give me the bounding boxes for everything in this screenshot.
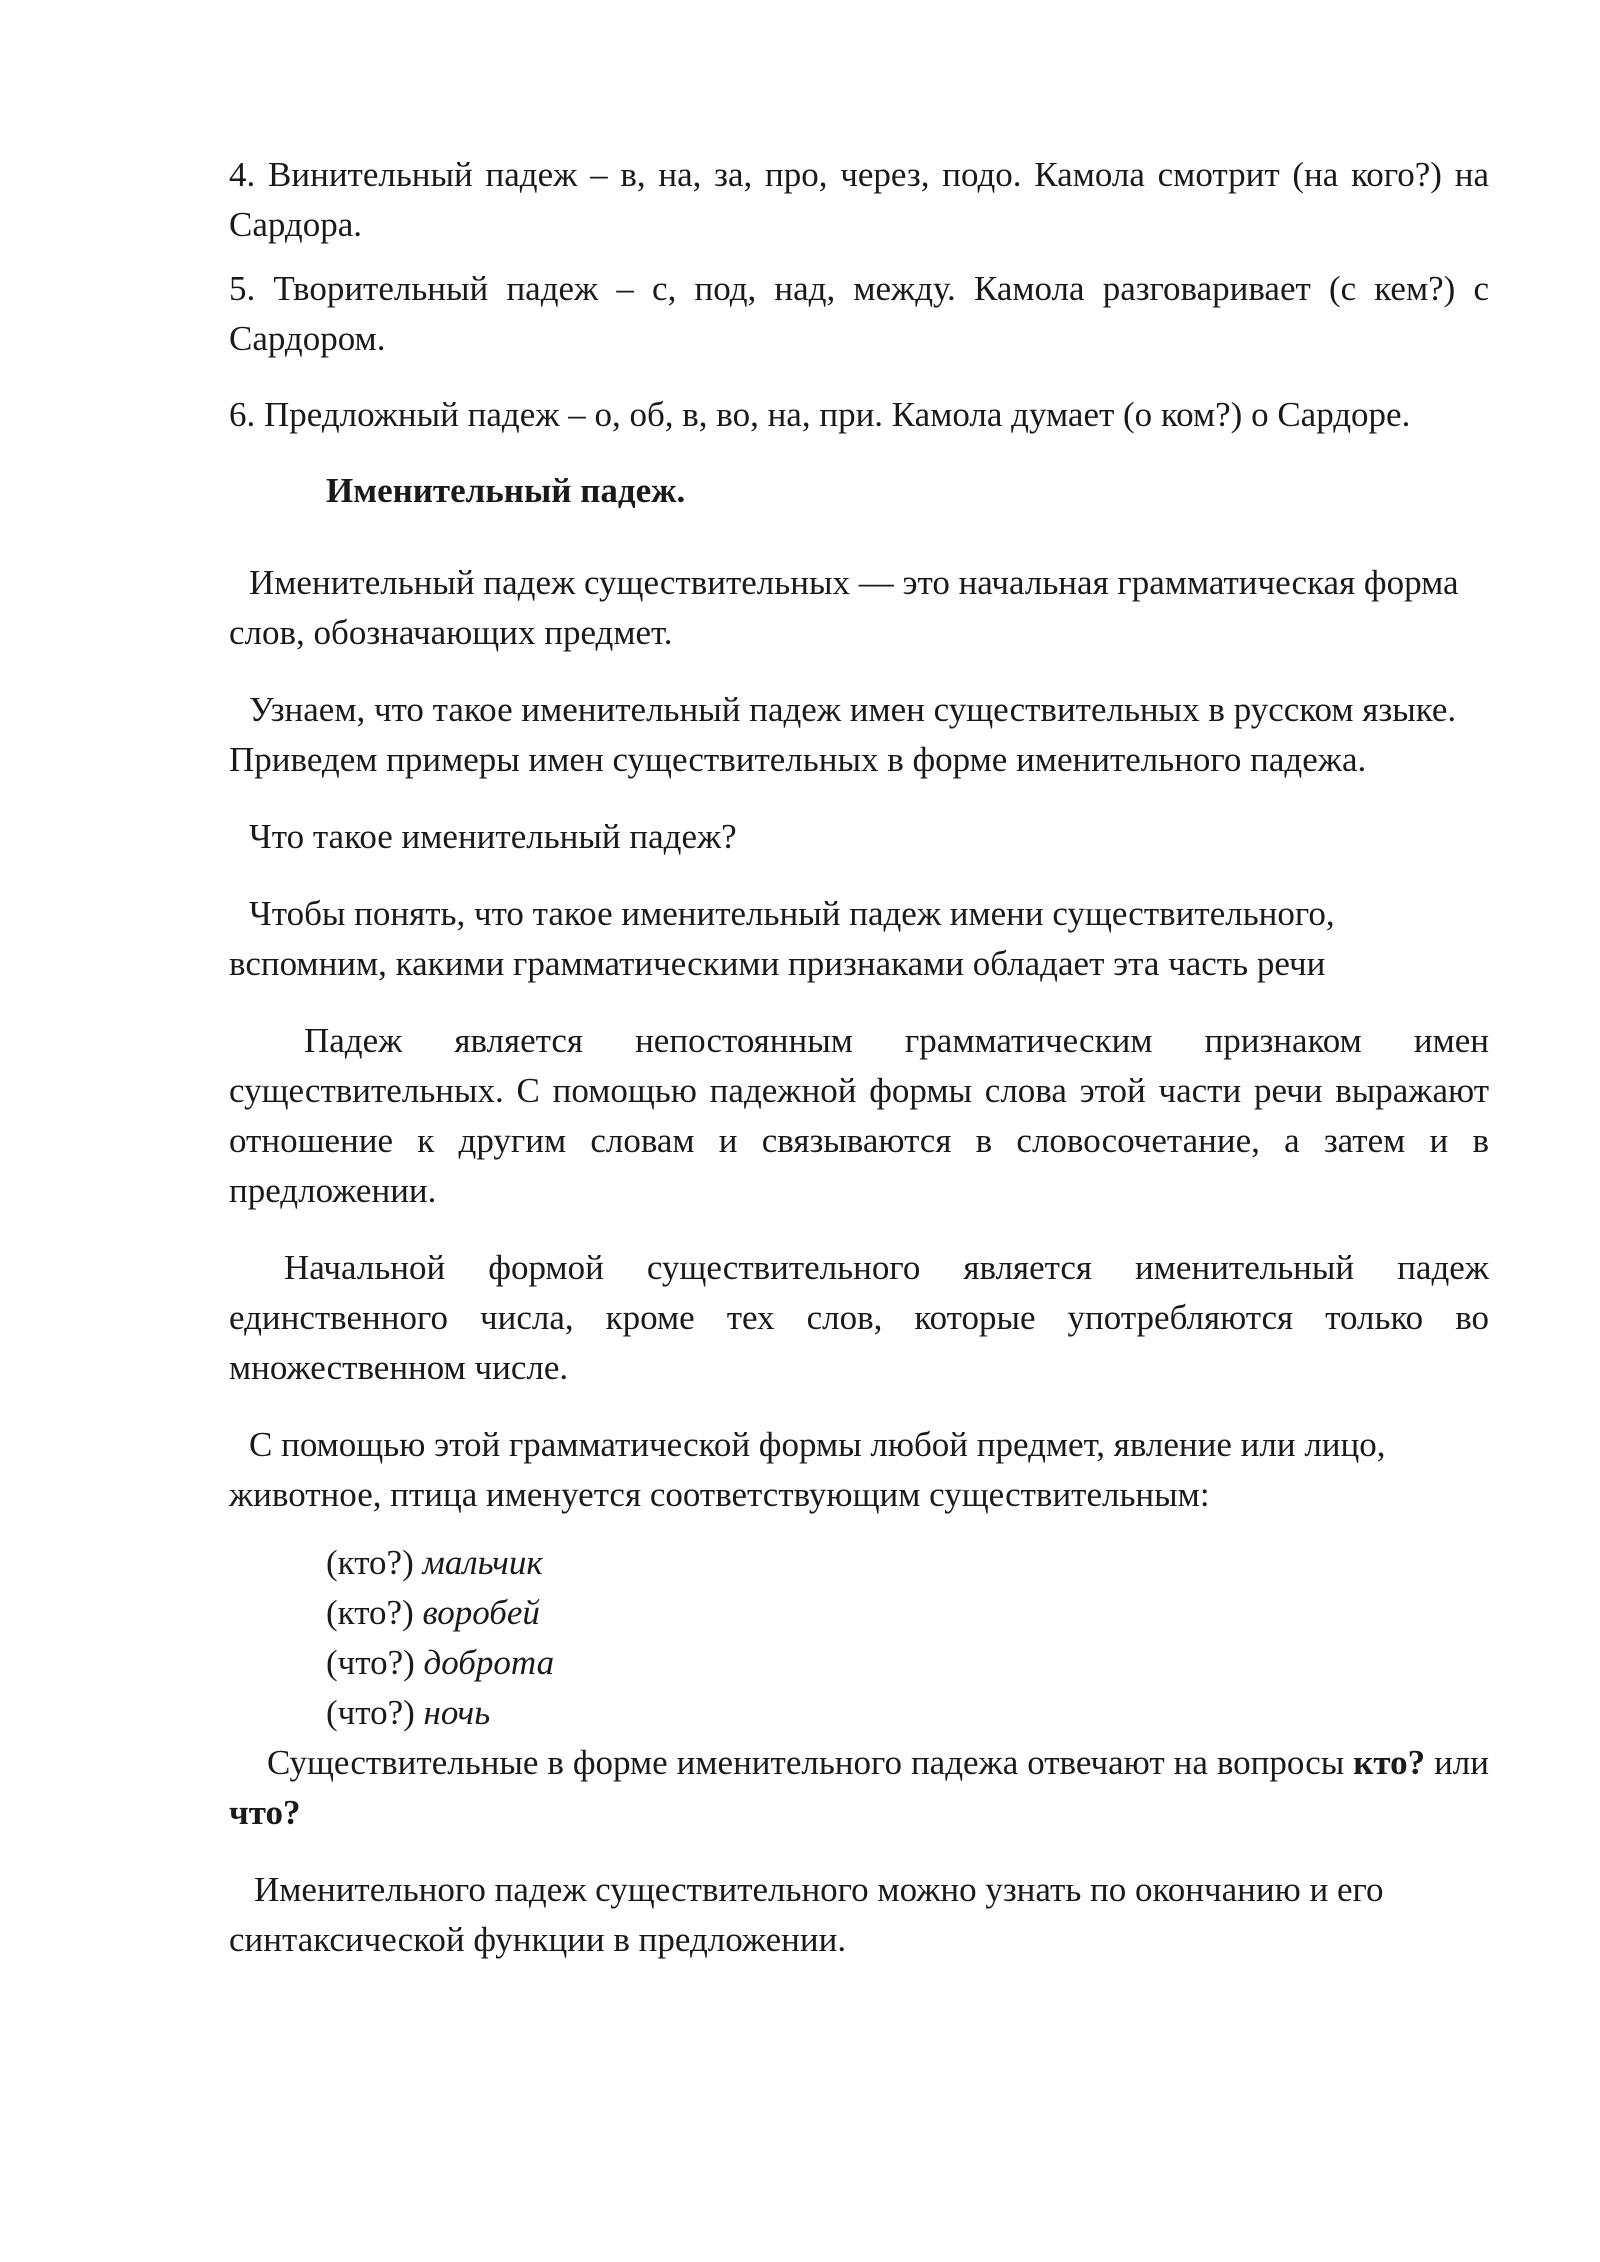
example-word: ночь — [423, 1693, 491, 1732]
example-word: доброта — [423, 1643, 555, 1682]
example-item — [326, 1538, 1489, 1588]
examples-list — [229, 1538, 1489, 1738]
answer-text: Существительные в форме именительного падежа отвечают на вопросы — [267, 1743, 1354, 1782]
example-question: (что?) — [326, 1693, 424, 1732]
section-heading: Именительный падеж. — [326, 471, 686, 510]
answer-bold-what: что? — [229, 1793, 301, 1832]
case-item-accusative: 4. Винительный падеж – в, на, за, про, через, подо. Камола смотрит (на кого?) на Сардора. — [229, 155, 1489, 244]
answer-bold-who: кто? — [1353, 1743, 1426, 1782]
case-item-instrumental: 5. Творительный падеж – с, под, над, между. Камола разговаривает (с кем?) с Сардором. — [229, 269, 1489, 358]
paragraph-initial-form: Начальной формой существительного является именительный падеж единственного числа, кроме тех слов, которые употребляются только во множественном числе. — [229, 1248, 1489, 1387]
example-word: мальчик — [422, 1543, 543, 1582]
example-item — [326, 1638, 1489, 1688]
paragraph-understand: Чтобы понять, что такое именительный падеж имени существительного, вспомним, какими грамматическими признаками обладает эта часть речи — [229, 894, 1335, 983]
paragraph-naming: С помощью этой грамматической формы любой предмет, явление или лицо, животное, птица именуется соответствующим существительным: — [229, 1425, 1386, 1514]
paragraph-intro: Узнаем, что такое именительный падеж имен существительных в русском языке. Приведем примеры имен существительных в форме именительного падежа. — [229, 690, 1457, 779]
example-question: (что?) — [326, 1643, 424, 1682]
case-item-prepositional: 6. Предложный падеж – о, об, в, во, на, при. Камола думает (о ком?) о Сардоре. — [229, 395, 1411, 434]
example-question: (кто?) — [326, 1543, 423, 1582]
example-item — [326, 1688, 1489, 1738]
paragraph-question: Что такое именительный падеж? — [249, 817, 737, 856]
paragraph-answer — [229, 1738, 1489, 1838]
paragraph-definition: Именительный падеж существительных — это начальная грамматическая форма слов, обозначающих предмет. — [229, 563, 1459, 652]
answer-or: или — [1425, 1743, 1489, 1782]
example-item — [326, 1588, 1489, 1638]
paragraph-closing: Именительного падеж существительного можно узнать по окончанию и его синтаксической функции в предложении. — [229, 1870, 1384, 1959]
paragraph-case-feature: Падеж является непостоянным грамматическим признаком имен существительных. С помощью падежной формы слова этой части речи выражают отношение к другим словам и связываются в словосочетание, а затем и в предложении. — [229, 1021, 1489, 1210]
example-question: (кто?) — [326, 1593, 423, 1632]
document-body — [229, 150, 1489, 1965]
example-word: воробей — [422, 1593, 540, 1632]
